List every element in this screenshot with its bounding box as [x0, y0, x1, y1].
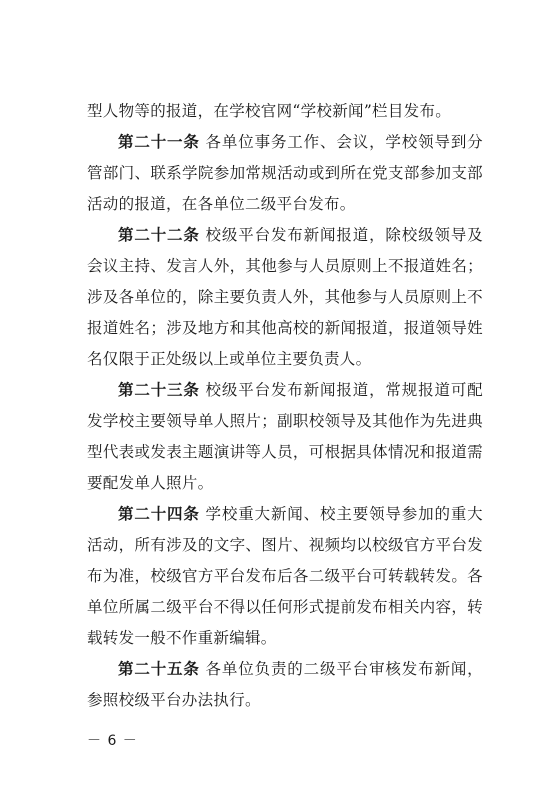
article-label: 第二十五条 [118, 660, 200, 678]
article-text: 学校重大新闻、校主要领导参加的重大活动，所有涉及的文字、图片、视频均以校级官方平台发布为准，校级官方平台发布后各二级平台可转载转发。各单位所属二级平台不得以任何形式提前发布相关内容，转载转发一般不作重新编辑。 [87, 505, 483, 647]
article-text: 各单位事务工作、会议，学校领导到分管部门、联系学院参加常规活动或到所在党支部参加支部活动的报道，在各单位二级平台发布。 [87, 133, 483, 213]
article-label: 第二十二条 [118, 226, 200, 244]
article-label: 第二十四条 [118, 505, 200, 523]
article-text: 校级平台发布新闻报道，除校级领导及会议主持、发言人外，其他参与人员原则上不报道姓名；涉及各单位的，除主要负责人外，其他参与人员原则上不报道姓名；涉及地方和其他高校的新闻报道，报道领导姓名仅限于正处级以上或单位主要负责人。 [87, 226, 483, 368]
paragraph-continuation [87, 96, 483, 127]
article-21 [87, 127, 483, 220]
article-label: 第二十三条 [118, 381, 200, 399]
article-25 [87, 654, 483, 716]
page-number: － 6 － [87, 733, 138, 749]
document-body [87, 96, 483, 716]
article-22 [87, 220, 483, 375]
article-text: 各单位负责的二级平台审核发布新闻，参照校级平台办法执行。 [87, 660, 483, 709]
article-text: 校级平台发布新闻报道，常规报道可配发学校主要领导单人照片；副职校领导及其他作为先进典型代表或发表主题演讲等人员，可根据具体情况和报道需要配发单人照片。 [87, 381, 483, 492]
paragraph-text: 型人物等的报道，在学校官网“学校新闻”栏目发布。 [87, 102, 452, 120]
article-23 [87, 375, 483, 499]
article-24 [87, 499, 483, 654]
article-label: 第二十一条 [118, 133, 200, 151]
